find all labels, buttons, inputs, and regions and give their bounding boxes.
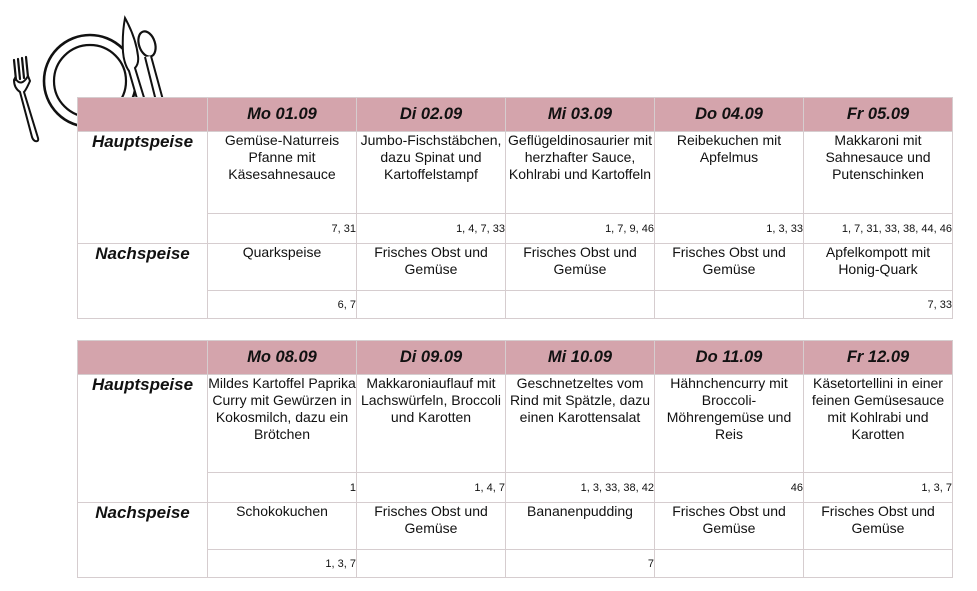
main-dish: Mildes Kartoffel Paprika Curry mit Gewürzen in Kokosmilch, dazu ein Brötchen <box>208 375 357 473</box>
allergen-codes <box>357 550 506 578</box>
day-header: Mi 03.09 <box>506 98 655 132</box>
allergen-codes: 1, 7, 9, 46 <box>506 214 655 244</box>
main-dish: Jumbo-Fischstäbchen, dazu Spinat und Kartoffelstampf <box>357 132 506 214</box>
dessert: Frisches Obst und Gemüse <box>357 244 506 291</box>
main-dish: Makkaroniauflauf mit Lachswürfeln, Broccoli und Karotten <box>357 375 506 473</box>
main-allergen-row <box>78 214 953 244</box>
allergen-codes: 7, 33 <box>804 291 953 319</box>
dessert: Schokokuchen <box>208 503 357 550</box>
main-dish: Makkaroni mit Sahnesauce und Putenschinken <box>804 132 953 214</box>
allergen-codes <box>655 291 804 319</box>
day-header-row <box>78 98 953 132</box>
allergen-codes <box>506 291 655 319</box>
main-dish-label: Hauptspeise <box>78 375 208 503</box>
allergen-codes: 6, 7 <box>208 291 357 319</box>
menu-table-week-2 <box>77 340 953 578</box>
allergen-codes <box>655 550 804 578</box>
allergen-codes: 1 <box>208 473 357 503</box>
main-dish: Reibekuchen mit Apfelmus <box>655 132 804 214</box>
header-corner <box>78 341 208 375</box>
main-dish-row <box>78 375 953 473</box>
header-corner <box>78 98 208 132</box>
day-header: Mo 01.09 <box>208 98 357 132</box>
day-header: Do 04.09 <box>655 98 804 132</box>
allergen-codes: 1, 3, 7 <box>208 550 357 578</box>
dessert: Frisches Obst und Gemüse <box>357 503 506 550</box>
allergen-codes <box>357 291 506 319</box>
menu-table-week-1 <box>77 97 953 319</box>
dessert: Frisches Obst und Gemüse <box>804 503 953 550</box>
main-dish: Käsetortellini in einer feinen Gemüsesauce mit Kohlrabi und Karotten <box>804 375 953 473</box>
dessert: Frisches Obst und Gemüse <box>655 503 804 550</box>
main-dish-label: Hauptspeise <box>78 132 208 244</box>
dessert-allergen-row <box>78 550 953 578</box>
day-header: Fr 12.09 <box>804 341 953 375</box>
dessert-row <box>78 244 953 291</box>
dessert: Frisches Obst und Gemüse <box>655 244 804 291</box>
allergen-codes: 1, 4, 7 <box>357 473 506 503</box>
day-header: Mi 10.09 <box>506 341 655 375</box>
day-header: Do 11.09 <box>655 341 804 375</box>
main-dish: Hähnchencurry mit Broccoli-Möhrengemüse und Reis <box>655 375 804 473</box>
dessert: Apfelkompott mit Honig-Quark <box>804 244 953 291</box>
dessert: Bananenpudding <box>506 503 655 550</box>
day-header: Di 09.09 <box>357 341 506 375</box>
day-header-row <box>78 341 953 375</box>
day-header: Mo 08.09 <box>208 341 357 375</box>
allergen-codes: 1, 3, 33, 38, 42 <box>506 473 655 503</box>
dessert-allergen-row <box>78 291 953 319</box>
allergen-codes <box>804 550 953 578</box>
dessert-row <box>78 503 953 550</box>
main-dish-row <box>78 132 953 214</box>
allergen-codes: 1, 3, 7 <box>804 473 953 503</box>
allergen-codes: 7 <box>506 550 655 578</box>
dessert-label: Nachspeise <box>78 503 208 578</box>
dessert: Frisches Obst und Gemüse <box>506 244 655 291</box>
dessert-label: Nachspeise <box>78 244 208 319</box>
main-dish: Gemüse-Naturreis Pfanne mit Käsesahnesauce <box>208 132 357 214</box>
main-dish: Geschnetzeltes vom Rind mit Spätzle, dazu einen Karottensalat <box>506 375 655 473</box>
dessert: Quarkspeise <box>208 244 357 291</box>
day-header: Fr 05.09 <box>804 98 953 132</box>
day-header: Di 02.09 <box>357 98 506 132</box>
main-dish: Geflügeldinosaurier mit herzhafter Sauce, Kohlrabi und Kartoffeln <box>506 132 655 214</box>
main-allergen-row <box>78 473 953 503</box>
allergen-codes: 1, 4, 7, 33 <box>357 214 506 244</box>
allergen-codes: 7, 31 <box>208 214 357 244</box>
allergen-codes: 46 <box>655 473 804 503</box>
allergen-codes: 1, 3, 33 <box>655 214 804 244</box>
allergen-codes: 1, 7, 31, 33, 38, 44, 46 <box>804 214 953 244</box>
